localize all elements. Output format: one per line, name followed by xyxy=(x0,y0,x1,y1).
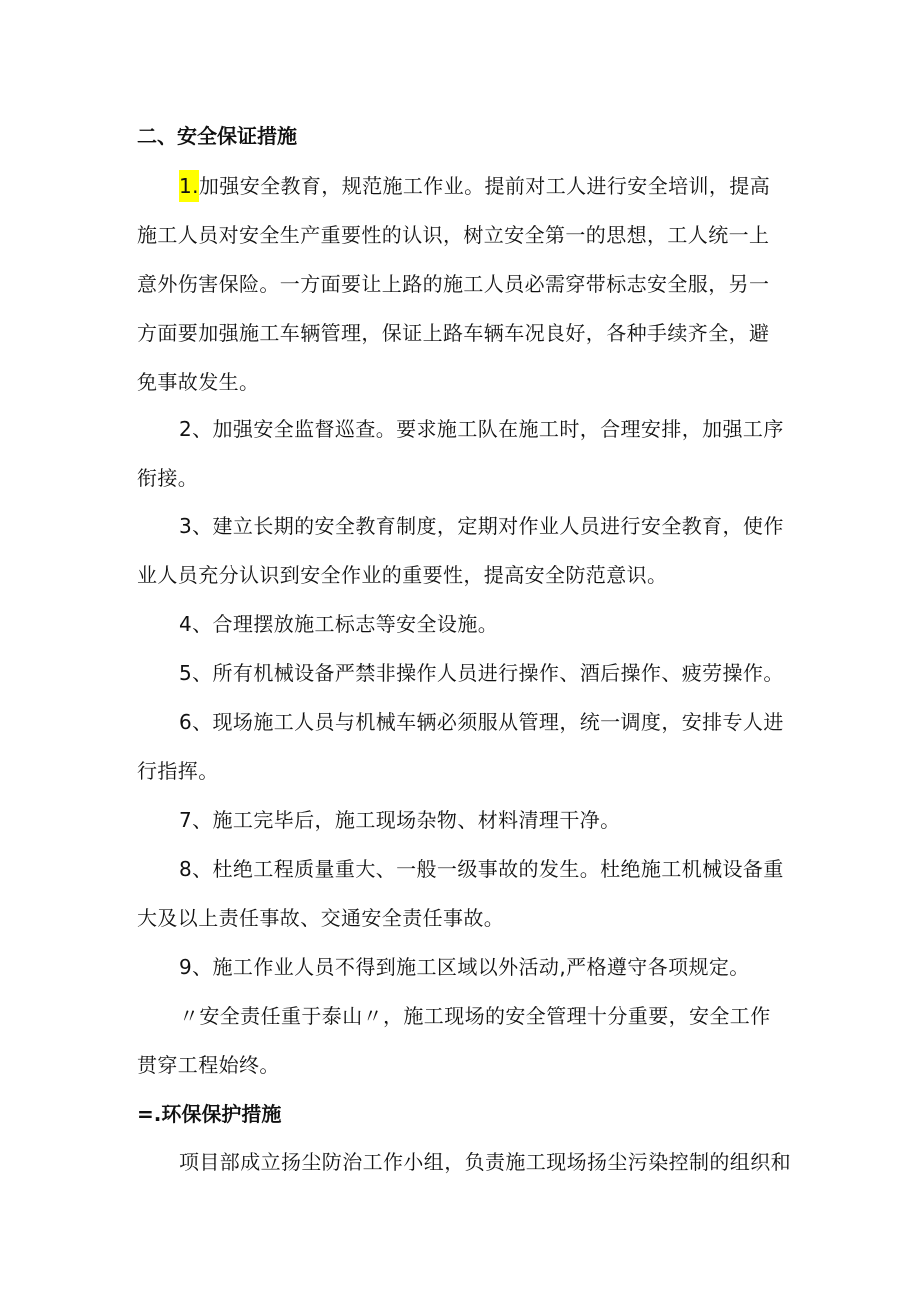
paragraph-6: 6、现场施工人员与机械车辆必须服从管理，统一调度，安排专人进行指挥。 xyxy=(137,710,784,783)
section-heading-safety: 二、安全保证措施 xyxy=(137,124,297,148)
paragraph-10: 〃安全责任重于泰山〃，施工现场的安全管理十分重要，安全工作贯穿工程始终。 xyxy=(137,1004,771,1077)
section-heading-environment: =.环保保护措施 xyxy=(137,1102,282,1126)
paragraph-2: 2、加强安全监督巡查。要求施工队在施工时，合理安排，加强工序衔接。 xyxy=(137,417,784,490)
paragraph-7: 7、施工完毕后，施工现场杂物、材料清理干净。 xyxy=(179,808,621,832)
paragraph-1 xyxy=(137,162,787,407)
paragraph-8: 8、杜绝工程质量重大、一般一级事故的发生。杜绝施工机械设备重大及以上责任事故、交通安全责任事故。 xyxy=(137,857,784,930)
paragraph-9: 9、施工作业人员不得到施工区域以外活动,严格遵守各项规定。 xyxy=(179,955,750,979)
paragraph-3: 3、建立长期的安全教育制度，定期对作业人员进行安全教育，使作业人员充分认识到安全作业的重要性，提高安全防范意识。 xyxy=(137,514,784,587)
highlighted-number: 1. xyxy=(179,170,199,202)
paragraph-1-text: 加强安全教育，规范施工作业。提前对工人进行安全培训，提高施工人员对安全生产重要性的认识，树立安全第一的思想，工人统一上意外伤害保险。一方面要让上路的施工人员必需穿带标志安全服，另一方面要加强施工车辆管理，保证上路车辆车况良好，各种手续齐全，避免事故发生。 xyxy=(137,174,771,394)
paragraph-5: 5、所有机械设备严禁非操作人员进行操作、酒后操作、疲劳操作。 xyxy=(179,661,784,685)
paragraph-11: 项目部成立扬尘防治工作小组，负责施工现场扬尘污染控制的组织和 xyxy=(179,1150,791,1174)
paragraph-4: 4、合理摆放施工标志等安全设施。 xyxy=(179,612,499,636)
